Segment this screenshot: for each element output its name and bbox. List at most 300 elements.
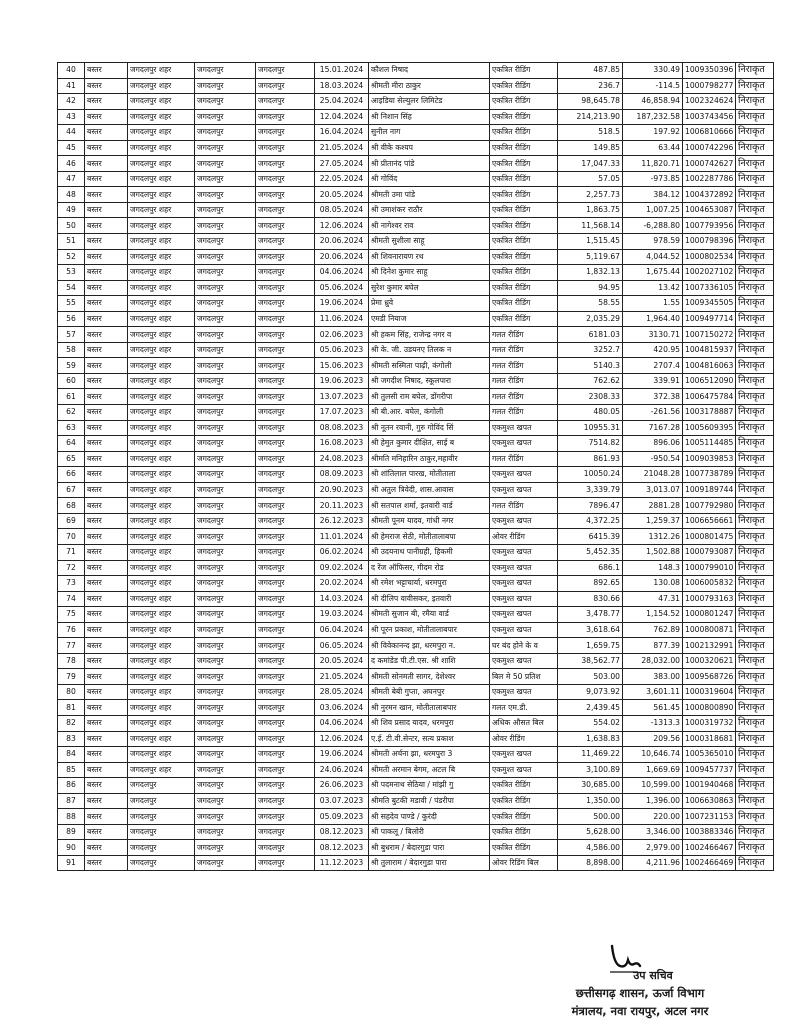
amount-1-cell: 1,659.75 [558, 638, 623, 654]
serial-cell: 85 [58, 762, 85, 778]
consumer-name-cell: श्री उमाशंकर राठौर [369, 202, 490, 218]
date-cell: 19.06.2024 [315, 296, 369, 312]
distribution-center-cell: जगदलपुर शहर [128, 747, 195, 763]
status-cell: निराकृत [736, 327, 774, 343]
amount-2-cell: 420.95 [623, 342, 683, 358]
status-cell: निराकृत [736, 824, 774, 840]
amount-1-cell: 3,100.89 [558, 762, 623, 778]
division-office-cell: जगदलपुर [256, 747, 315, 763]
amount-1-cell: 9,073.92 [558, 684, 623, 700]
table-row [58, 653, 774, 669]
division-cell: बस्तर [85, 342, 128, 358]
status-cell: निराकृत [736, 187, 774, 203]
consumer-name-cell: श्री पदमनाथ सेठिया / मांझी गु [369, 778, 490, 794]
amount-2-cell: 877.39 [623, 638, 683, 654]
complaint-type-cell: एकमुश्त खपत [490, 544, 558, 560]
division-office-cell: जगदलपुर [256, 436, 315, 452]
amount-2-cell: 1,007.25 [623, 202, 683, 218]
complaint-type-cell: गलत रीडिंग [490, 451, 558, 467]
division-cell: बस्तर [85, 109, 128, 125]
amount-2-cell: 1312.26 [623, 529, 683, 545]
table-row [58, 389, 774, 405]
amount-1-cell: 518.5 [558, 125, 623, 141]
serial-cell: 52 [58, 249, 85, 265]
table-row [58, 171, 774, 187]
division-cell: बस्तर [85, 420, 128, 436]
amount-2-cell: 28,032.00 [623, 653, 683, 669]
status-cell: निराकृत [736, 94, 774, 110]
zone-cell: जगदलपुर [195, 747, 256, 763]
status-cell: निराकृत [736, 420, 774, 436]
table-row [58, 234, 774, 250]
serial-cell: 45 [58, 140, 85, 156]
division-office-cell: जगदलपुर [256, 358, 315, 374]
zone-cell: जगदलपुर [195, 684, 256, 700]
consumer-name-cell: श्री नागेश्वर राव [369, 218, 490, 234]
date-cell: 05.06.2023 [315, 342, 369, 358]
table-row [58, 638, 774, 654]
zone-cell: जगदलपुर [195, 809, 256, 825]
distribution-center-cell: जगदलपुर [128, 855, 195, 871]
status-cell: निराकृत [736, 358, 774, 374]
distribution-center-cell: जगदलपुर शहर [128, 638, 195, 654]
table-row [58, 715, 774, 731]
zone-cell: जगदलपुर [195, 778, 256, 794]
amount-2-cell: 1,669.69 [623, 762, 683, 778]
consumer-name-cell: ए.ई. टी.वी.सेन्टर, सत्य प्रकाश [369, 731, 490, 747]
date-cell: 19.03.2024 [315, 607, 369, 623]
distribution-center-cell: जगदलपुर शहर [128, 296, 195, 312]
consumer-number-cell: 1002132991 [683, 638, 736, 654]
consumer-number-cell: 1007793956 [683, 218, 736, 234]
consumer-number-cell: 1003883346 [683, 824, 736, 840]
distribution-center-cell: जगदलपुर शहर [128, 513, 195, 529]
serial-cell: 46 [58, 156, 85, 172]
consumer-name-cell: श्री हेमराज सेठी, मोतीतालाबपा [369, 529, 490, 545]
distribution-center-cell: जगदलपुर [128, 793, 195, 809]
serial-cell: 53 [58, 265, 85, 281]
division-cell: बस्तर [85, 731, 128, 747]
serial-cell: 83 [58, 731, 85, 747]
distribution-center-cell: जगदलपुर शहर [128, 280, 195, 296]
complaint-type-cell: एकत्रित रीडिंग [490, 824, 558, 840]
status-cell: निराकृत [736, 576, 774, 592]
consumer-number-cell: 1002466469 [683, 855, 736, 871]
table-row [58, 513, 774, 529]
division-office-cell: जगदलपुर [256, 405, 315, 421]
division-office-cell: जगदलपुर [256, 560, 315, 576]
consumer-number-cell: 1006656661 [683, 513, 736, 529]
amount-1-cell: 1,638.83 [558, 731, 623, 747]
table-row [58, 342, 774, 358]
division-cell: बस्तर [85, 249, 128, 265]
serial-cell: 75 [58, 607, 85, 623]
division-cell: बस्तर [85, 513, 128, 529]
date-cell: 25.04.2024 [315, 94, 369, 110]
status-cell: निराकृत [736, 467, 774, 483]
serial-cell: 56 [58, 311, 85, 327]
serial-cell: 84 [58, 747, 85, 763]
date-cell: 13.07.2023 [315, 389, 369, 405]
consumer-name-cell: श्री विवेकानन्द झा, धरमपुरा न. [369, 638, 490, 654]
distribution-center-cell: जगदलपुर शहर [128, 171, 195, 187]
serial-cell: 91 [58, 855, 85, 871]
date-cell: 03.07.2023 [315, 793, 369, 809]
consumer-name-cell: श्री हेमुत कुमार दीक्षित, साई ब [369, 436, 490, 452]
status-cell: निराकृत [736, 560, 774, 576]
amount-2-cell: 1,502.88 [623, 544, 683, 560]
consumer-name-cell: श्री पूरन प्रकाश, मोतीतालाबपार [369, 622, 490, 638]
complaint-type-cell: एकमुश्त खपत [490, 482, 558, 498]
amount-1-cell: 17,047.33 [558, 156, 623, 172]
status-cell: निराकृत [736, 373, 774, 389]
consumer-name-cell: आइडिया सेल्युलर लिमिटेड [369, 94, 490, 110]
date-cell: 22.05.2024 [315, 171, 369, 187]
serial-cell: 65 [58, 451, 85, 467]
distribution-center-cell: जगदलपुर शहर [128, 249, 195, 265]
complaint-type-cell: गलत रीडिंग [490, 342, 558, 358]
date-cell: 03.06.2024 [315, 700, 369, 716]
amount-1-cell: 500.00 [558, 809, 623, 825]
consumer-name-cell: श्रीमती सुजान बी, रमैया वार्ड [369, 607, 490, 623]
complaint-type-cell: एकमुश्त खपत [490, 420, 558, 436]
consumer-number-cell: 1000800871 [683, 622, 736, 638]
table-row [58, 591, 774, 607]
division-cell: बस्तर [85, 373, 128, 389]
serial-cell: 40 [58, 63, 85, 79]
date-cell: 14.03.2024 [315, 591, 369, 607]
division-office-cell: जगदलपुर [256, 63, 315, 79]
amount-1-cell: 2308.33 [558, 389, 623, 405]
table-row [58, 793, 774, 809]
division-cell: बस्तर [85, 855, 128, 871]
signatory-title: उप सचिव [633, 969, 673, 982]
date-cell: 17.07.2023 [315, 405, 369, 421]
amount-1-cell: 1,863.75 [558, 202, 623, 218]
date-cell: 16.04.2024 [315, 125, 369, 141]
table-row [58, 373, 774, 389]
date-cell: 02.06.2023 [315, 327, 369, 343]
zone-cell: जगदलपुर [195, 669, 256, 685]
zone-cell: जगदलपुर [195, 498, 256, 514]
amount-2-cell: 3,013.07 [623, 482, 683, 498]
table-row [58, 544, 774, 560]
serial-cell: 89 [58, 824, 85, 840]
division-cell: बस्तर [85, 467, 128, 483]
amount-2-cell: -114.5 [623, 78, 683, 94]
status-cell: निराकृत [736, 840, 774, 856]
status-cell: निराकृत [736, 249, 774, 265]
status-cell: निराकृत [736, 747, 774, 763]
zone-cell: जगदलपुर [195, 529, 256, 545]
consumer-name-cell: श्रीमती अर्चना झा, धरमपुरा 3 [369, 747, 490, 763]
table-row [58, 94, 774, 110]
division-cell: बस्तर [85, 840, 128, 856]
zone-cell: जगदलपुर [195, 125, 256, 141]
zone-cell: जगदलपुर [195, 731, 256, 747]
complaint-type-cell: एकत्रित रीडिंग [490, 234, 558, 250]
status-cell: निराकृत [736, 156, 774, 172]
serial-cell: 90 [58, 840, 85, 856]
consumer-number-cell: 1000801475 [683, 529, 736, 545]
date-cell: 21.05.2024 [315, 140, 369, 156]
complaint-type-cell: एकत्रित रीडिंग [490, 78, 558, 94]
consumer-number-cell: 1005609395 [683, 420, 736, 436]
division-office-cell: जगदलपुर [256, 202, 315, 218]
date-cell: 18.03.2024 [315, 78, 369, 94]
division-cell: बस्तर [85, 63, 128, 79]
complaint-type-cell: एकत्रित रीडिंग [490, 202, 558, 218]
division-cell: बस्तर [85, 202, 128, 218]
status-cell: निराकृत [736, 342, 774, 358]
amount-2-cell: 209.56 [623, 731, 683, 747]
complaint-type-cell: घर बंद होने के व [490, 638, 558, 654]
serial-cell: 47 [58, 171, 85, 187]
amount-1-cell: 8,898.00 [558, 855, 623, 871]
table-row [58, 265, 774, 281]
zone-cell: जगदलपुर [195, 544, 256, 560]
division-office-cell: जगदलपुर [256, 140, 315, 156]
table-row [58, 607, 774, 623]
table-row [58, 684, 774, 700]
amount-1-cell: 30,685.00 [558, 778, 623, 794]
serial-cell: 77 [58, 638, 85, 654]
serial-cell: 78 [58, 653, 85, 669]
division-cell: बस्तर [85, 700, 128, 716]
serial-cell: 49 [58, 202, 85, 218]
distribution-center-cell: जगदलपुर शहर [128, 560, 195, 576]
complaint-type-cell: एकमुश्त खपत [490, 467, 558, 483]
status-cell: निराकृत [736, 498, 774, 514]
serial-cell: 74 [58, 591, 85, 607]
amount-1-cell: 2,257.73 [558, 187, 623, 203]
consumer-number-cell: 1004816063 [683, 358, 736, 374]
serial-cell: 80 [58, 684, 85, 700]
date-cell: 04.06.2024 [315, 265, 369, 281]
consumer-number-cell: 1006475784 [683, 389, 736, 405]
distribution-center-cell: जगदलपुर शहर [128, 653, 195, 669]
consumer-name-cell: श्रीमति बुटकी मडावी / पंडरीपा [369, 793, 490, 809]
consumer-name-cell: श्री नुरमन खान, मोतीतालाबपार [369, 700, 490, 716]
consumer-number-cell: 1000318681 [683, 731, 736, 747]
distribution-center-cell: जगदलपुर शहर [128, 420, 195, 436]
consumer-number-cell: 1002287786 [683, 171, 736, 187]
complaint-type-cell: एकमुश्त खपत [490, 622, 558, 638]
zone-cell: जगदलपुर [195, 94, 256, 110]
table-row [58, 63, 774, 79]
amount-2-cell: 148.3 [623, 560, 683, 576]
consumer-name-cell: श्री निशान सिंह [369, 109, 490, 125]
complaint-type-cell: एकमुश्त खपत [490, 576, 558, 592]
table-row [58, 669, 774, 685]
amount-1-cell: 3,618.64 [558, 622, 623, 638]
division-cell: बस्तर [85, 684, 128, 700]
date-cell: 09.02.2024 [315, 560, 369, 576]
amount-2-cell: 1.55 [623, 296, 683, 312]
distribution-center-cell: जगदलपुर शहर [128, 156, 195, 172]
zone-cell: जगदलपुर [195, 389, 256, 405]
complaint-type-cell: एकमुश्त खपत [490, 560, 558, 576]
date-cell: 27.05.2024 [315, 156, 369, 172]
consumer-name-cell: श्री बुधराम / बेदारगुडा पारा [369, 840, 490, 856]
date-cell: 20.90.2023 [315, 482, 369, 498]
date-cell: 12.04.2024 [315, 109, 369, 125]
consumer-number-cell: 1009350396 [683, 63, 736, 79]
zone-cell: जगदलपुर [195, 855, 256, 871]
distribution-center-cell: जगदलपुर शहर [128, 591, 195, 607]
division-office-cell: जगदलपुर [256, 684, 315, 700]
table-row [58, 78, 774, 94]
amount-2-cell: 13.42 [623, 280, 683, 296]
zone-cell: जगदलपुर [195, 793, 256, 809]
amount-2-cell: 130.08 [623, 576, 683, 592]
division-office-cell: जगदलपुर [256, 311, 315, 327]
amount-1-cell: 11,568.14 [558, 218, 623, 234]
status-cell: निराकृत [736, 809, 774, 825]
amount-2-cell: 1,396.00 [623, 793, 683, 809]
serial-cell: 54 [58, 280, 85, 296]
division-office-cell: जगदलपुर [256, 513, 315, 529]
complaint-type-cell: गलत रीडिंग [490, 373, 558, 389]
amount-2-cell: 47.31 [623, 591, 683, 607]
date-cell: 08.08.2023 [315, 420, 369, 436]
division-cell: बस्तर [85, 529, 128, 545]
distribution-center-cell: जगदलपुर शहर [128, 715, 195, 731]
serial-cell: 62 [58, 405, 85, 421]
table-row [58, 140, 774, 156]
division-cell: बस्तर [85, 265, 128, 281]
date-cell: 11.12.2023 [315, 855, 369, 871]
date-cell: 08.12.2023 [315, 824, 369, 840]
distribution-center-cell: जगदलपुर शहर [128, 405, 195, 421]
status-cell: निराकृत [736, 638, 774, 654]
status-cell: निराकृत [736, 125, 774, 141]
status-cell: निराकृत [736, 715, 774, 731]
amount-1-cell: 892.65 [558, 576, 623, 592]
serial-cell: 73 [58, 576, 85, 592]
date-cell: 20.06.2024 [315, 249, 369, 265]
amount-2-cell: 383.00 [623, 669, 683, 685]
status-cell: निराकृत [736, 202, 774, 218]
amount-1-cell: 861.93 [558, 451, 623, 467]
consumer-number-cell: 1006512090 [683, 373, 736, 389]
consumer-name-cell: श्रीमती पूनम यादव, गांधी नगर [369, 513, 490, 529]
amount-2-cell: 187,232.58 [623, 109, 683, 125]
complaint-type-cell: गलत रीडिंग [490, 498, 558, 514]
division-office-cell: जगदलपुर [256, 607, 315, 623]
status-cell: निराकृत [736, 684, 774, 700]
complaint-type-cell: एकत्रित रीडिंग [490, 218, 558, 234]
amount-2-cell: 384.12 [623, 187, 683, 203]
serial-cell: 66 [58, 467, 85, 483]
division-office-cell: जगदलपुर [256, 809, 315, 825]
zone-cell: जगदलपुर [195, 622, 256, 638]
complaint-type-cell: एकमुश्त खपत [490, 436, 558, 452]
distribution-center-cell: जगदलपुर शहर [128, 684, 195, 700]
date-cell: 15.01.2024 [315, 63, 369, 79]
amount-2-cell: 3130.71 [623, 327, 683, 343]
division-cell: बस्तर [85, 389, 128, 405]
distribution-center-cell: जगदलपुर शहर [128, 622, 195, 638]
consumer-number-cell: 1009568726 [683, 669, 736, 685]
consumer-name-cell: श्री अतुल त्रिवेदी, शास.आवास [369, 482, 490, 498]
zone-cell: जगदलपुर [195, 436, 256, 452]
zone-cell: जगदलपुर [195, 482, 256, 498]
division-office-cell: जगदलपुर [256, 280, 315, 296]
division-cell: बस्तर [85, 591, 128, 607]
amount-2-cell: 3,346.00 [623, 824, 683, 840]
table-row [58, 840, 774, 856]
amount-2-cell: -973.85 [623, 171, 683, 187]
amount-1-cell: 503.00 [558, 669, 623, 685]
serial-cell: 71 [58, 544, 85, 560]
division-cell: बस्तर [85, 638, 128, 654]
status-cell: निराकृत [736, 591, 774, 607]
consumer-number-cell: 1002027102 [683, 265, 736, 281]
consumer-number-cell: 1007150272 [683, 327, 736, 343]
complaint-type-cell: एकत्रित रीडिंग [490, 840, 558, 856]
status-cell: निराकृत [736, 280, 774, 296]
consumer-name-cell: श्रीमती उमा पांडे [369, 187, 490, 203]
division-cell: बस्तर [85, 296, 128, 312]
distribution-center-cell: जगदलपुर [128, 778, 195, 794]
amount-2-cell: 2707.4 [623, 358, 683, 374]
distribution-center-cell: जगदलपुर शहर [128, 451, 195, 467]
distribution-center-cell: जगदलपुर शहर [128, 311, 195, 327]
distribution-center-cell: जगदलपुर [128, 840, 195, 856]
consumer-name-cell: श्री सतपाल शर्मा, इतवारी वार्ड [369, 498, 490, 514]
amount-2-cell: 4,044.52 [623, 249, 683, 265]
table-body [58, 63, 774, 871]
distribution-center-cell: जगदलपुर शहर [128, 669, 195, 685]
amount-2-cell: 7167.28 [623, 420, 683, 436]
amount-1-cell: 94.95 [558, 280, 623, 296]
consumer-name-cell: श्रीमती मीरा ठाकुर [369, 78, 490, 94]
complaint-type-cell: एकत्रित रीडिंग [490, 296, 558, 312]
complaint-type-cell: गलत रीडिंग [490, 358, 558, 374]
table-row [58, 311, 774, 327]
division-cell: बस्तर [85, 669, 128, 685]
consumer-name-cell: श्रीमती सस्मिता पाढ़ी, कंगोली [369, 358, 490, 374]
serial-cell: 86 [58, 778, 85, 794]
zone-cell: जगदलपुर [195, 78, 256, 94]
amount-2-cell: 2881.28 [623, 498, 683, 514]
table-row [58, 700, 774, 716]
zone-cell: जगदलपुर [195, 467, 256, 483]
date-cell: 08.09.2023 [315, 467, 369, 483]
complaint-type-cell: एकत्रित रीडिंग [490, 809, 558, 825]
consumer-number-cell: 1007336105 [683, 280, 736, 296]
status-cell: निराकृत [736, 778, 774, 794]
division-cell: बस्तर [85, 747, 128, 763]
complaint-type-cell: गलत एम.डी. [490, 700, 558, 716]
table-row [58, 125, 774, 141]
date-cell: 11.06.2024 [315, 311, 369, 327]
amount-1-cell: 1,832.13 [558, 265, 623, 281]
table-row [58, 436, 774, 452]
serial-cell: 61 [58, 389, 85, 405]
consumer-name-cell: श्री हकम सिंह, राजेन्द्र नगर व [369, 327, 490, 343]
consumer-name-cell: श्री रमेश भट्टाचार्या, धरमपुरा [369, 576, 490, 592]
complaint-type-cell: एकमुश्त खपत [490, 591, 558, 607]
consumer-name-cell: श्री शिवनारायण रथ [369, 249, 490, 265]
amount-1-cell: 236.7 [558, 78, 623, 94]
zone-cell: जगदलपुर [195, 327, 256, 343]
consumer-name-cell: श्री वीके कश्यप [369, 140, 490, 156]
distribution-center-cell: जगदलपुर शहर [128, 342, 195, 358]
serial-cell: 70 [58, 529, 85, 545]
distribution-center-cell: जगदलपुर शहर [128, 762, 195, 778]
